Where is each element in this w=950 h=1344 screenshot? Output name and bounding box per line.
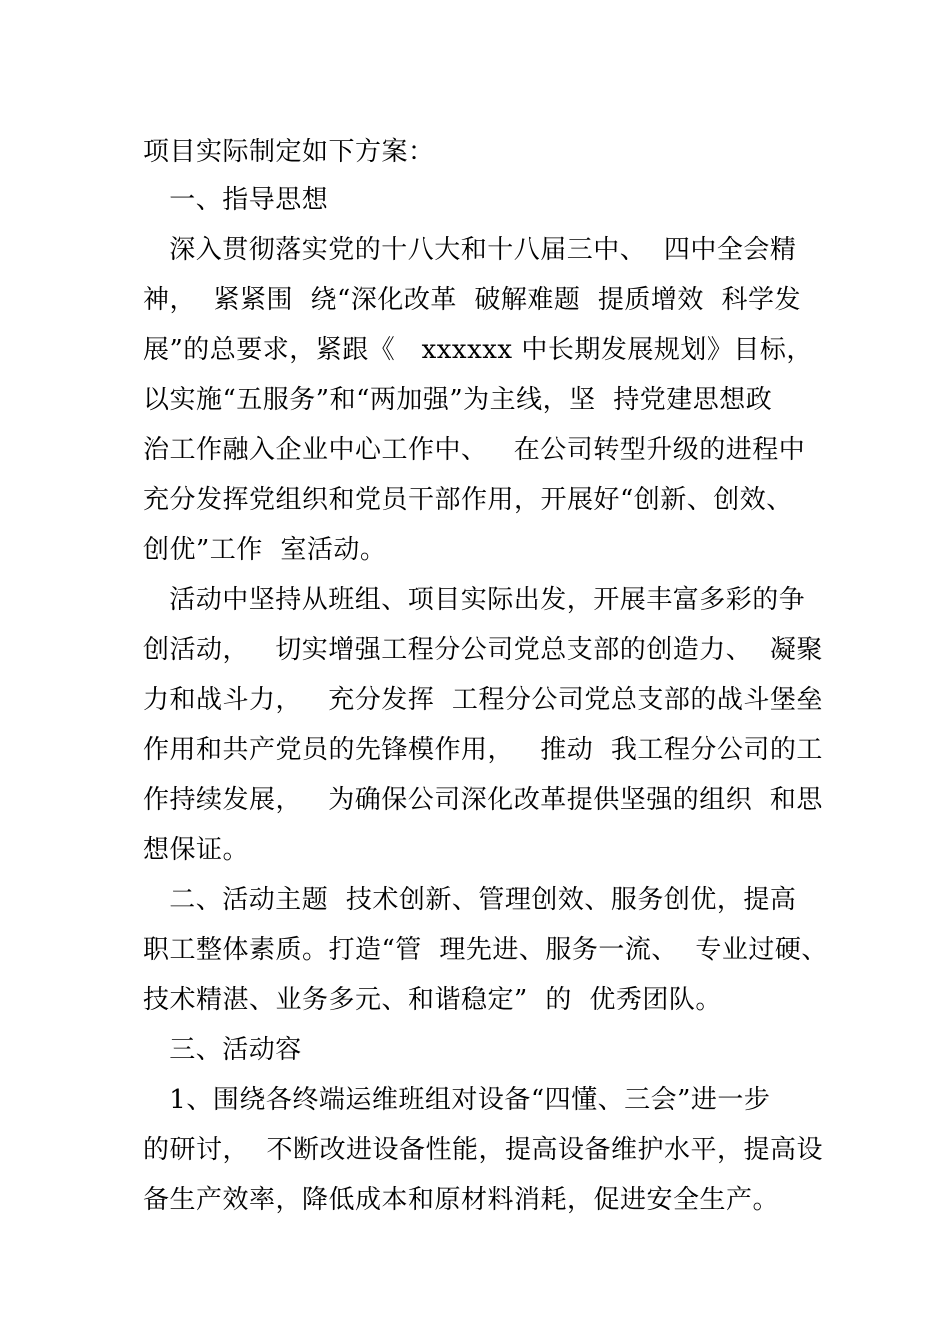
text-line: 充分发挥党组织和党员干部作用，开展好“创新、创效、 (143, 485, 793, 515)
text-line: 作持续发展， 为确保公司深化改革提供坚强的组织 和思 (143, 785, 823, 815)
text-line: 项目实际制定如下方案： (143, 137, 435, 167)
text-line: 深入贯彻落实党的十八大和十八届三中、 四中全会精 (143, 235, 797, 265)
text-line: 1、围绕各终端运维班组对设备“四懂、三会”进一步 (143, 1085, 771, 1115)
text-line: 以实施“五服务”和“两加强”为主线，坚 持党建思想政 (143, 385, 773, 415)
text-line: 治工作融入企业中心工作中、 在公司转型升级的进程中 (143, 435, 806, 465)
text-line: 想保证。 (143, 835, 250, 865)
text-line: 备生产效率，降低成本和原材料消耗，促进安全生产。 (143, 1185, 780, 1215)
text-line: 技术精湛、业务多元、和谐稳定” 的 优秀团队。 (143, 985, 722, 1015)
text-line: 作用和共产党员的先锋模作用， 推动 我工程分公司的工 (143, 735, 823, 765)
text-line: 活动中坚持从班组、项目实际出发，开展丰富多彩的争 (143, 585, 806, 615)
text-line: 创活动， 切实增强工程分公司党总支部的创造力、 凝聚 (143, 635, 823, 665)
section-heading: 三、活动容 (143, 1035, 302, 1065)
section-heading: 二、活动主题 技术创新、管理创效、服务创优，提高 (143, 885, 797, 915)
text-line: 神， 紧紧围 绕“深化改革 破解难题 提质增效 科学发 (143, 285, 801, 315)
text-line: 展”的总要求，紧跟《 xxxxxx 中长期发展规划》目标， (143, 335, 813, 365)
text-line: 创优”工作 室活动。 (143, 535, 387, 565)
text-line: 职工整体素质。打造“管 理先进、服务一流、 专业过硬、 (143, 935, 828, 965)
section-heading: 一、指导思想 (143, 185, 329, 215)
text-line: 的研讨， 不断改进设备性能，提高设备维护水平，提高设 (143, 1135, 824, 1165)
text-line: 力和战斗力， 充分发挥 工程分公司党总支部的战斗堡垒 (143, 685, 823, 715)
